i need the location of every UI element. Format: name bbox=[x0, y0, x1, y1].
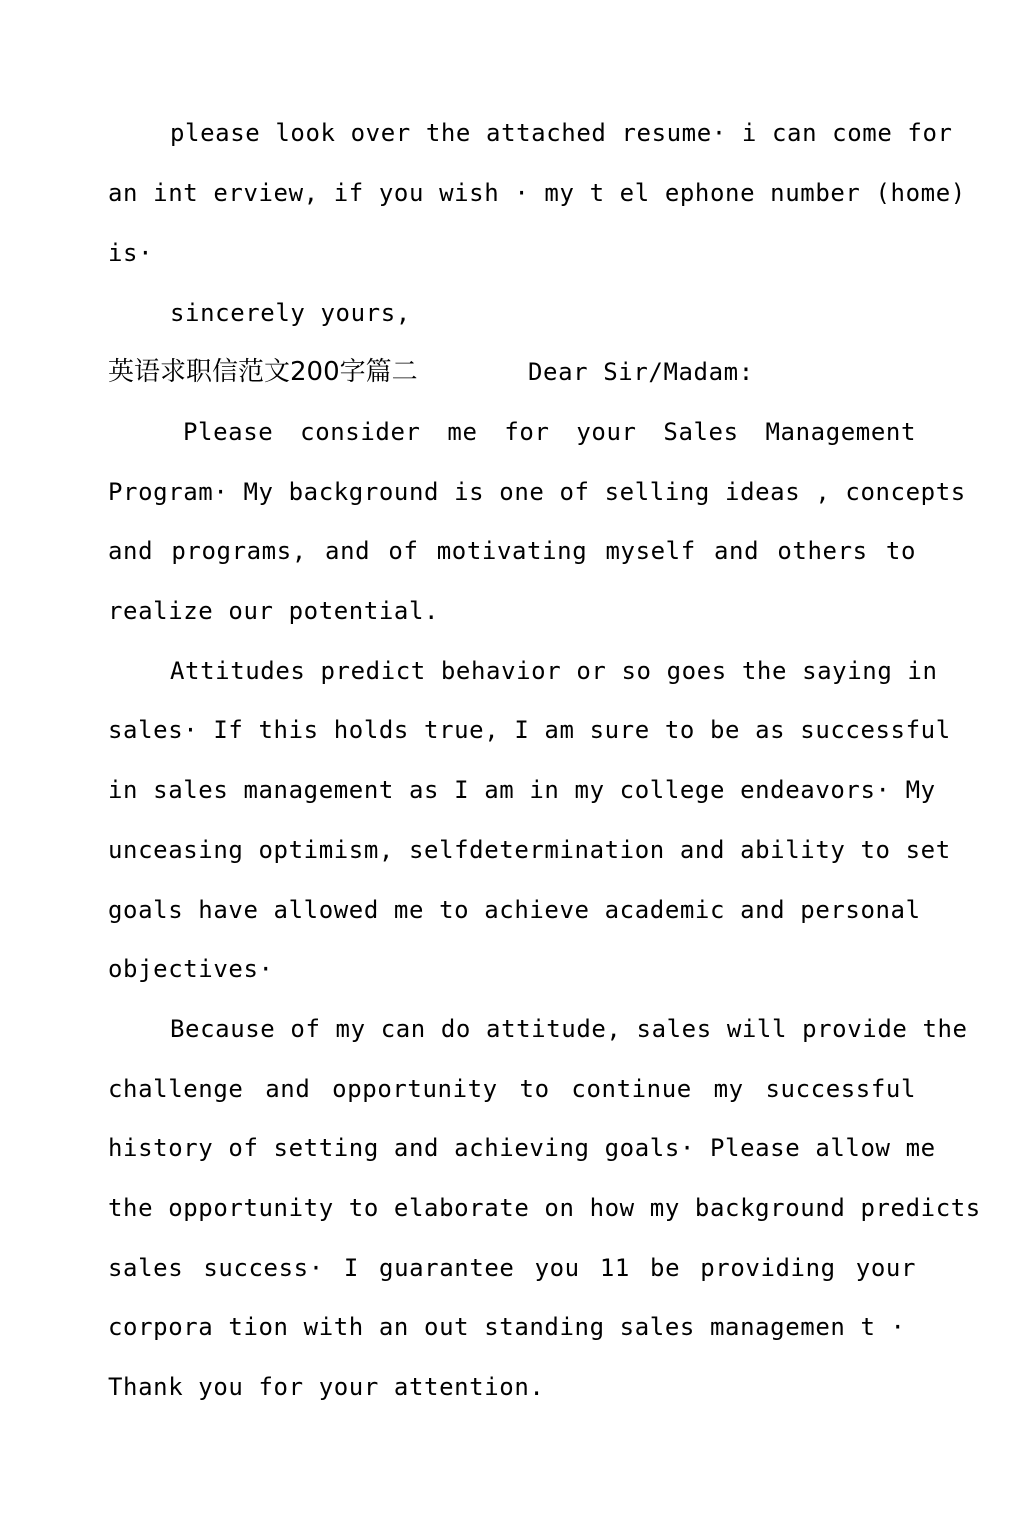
paragraph-3-line-5: goals have allowed me to achieve academic and personal bbox=[108, 896, 921, 924]
salutation: Dear Sir/Madam: bbox=[528, 358, 754, 386]
paragraph-3-line-2: sales· If this holds true, I am sure to be as successful bbox=[108, 716, 951, 744]
paragraph-4-line-7: Thank you for your attention. bbox=[108, 1373, 545, 1401]
paragraph-4-line-1: Because of my can do attitude, sales will provide the bbox=[170, 1015, 968, 1043]
paragraph-4-line-5: sales success· I guarantee you 11 be providing your bbox=[108, 1254, 916, 1282]
paragraph-4-line-2: challenge and opportunity to continue my successful bbox=[108, 1075, 916, 1103]
paragraph-3-line-4: unceasing optimism, selfdetermination and ability to set bbox=[108, 836, 951, 864]
paragraph-2-line-2: Program· My background is one of selling ideas , concepts bbox=[108, 478, 966, 506]
paragraph-1-line-2: an int erview, if you wish · my t el ephone number (home) bbox=[108, 179, 966, 207]
paragraph-2-line-1: Please consider me for your Sales Management bbox=[183, 418, 916, 446]
paragraph-3-line-3: in sales management as I am in my college endeavors· My bbox=[108, 776, 936, 804]
closing-text: sincerely yours, bbox=[170, 299, 411, 327]
paragraph-4-line-4: the opportunity to elaborate on how my background predicts bbox=[108, 1194, 981, 1222]
paragraph-4-line-3: history of setting and achieving goals· Please allow me bbox=[108, 1134, 936, 1162]
paragraph-1-line-3: is· bbox=[108, 239, 154, 267]
paragraph-1-line-1: please look over the attached resume· i can come for bbox=[170, 119, 953, 147]
section-heading: 英语求职信范文200字篇二 bbox=[108, 357, 418, 387]
paragraph-2-line-4: realize our potential. bbox=[108, 597, 440, 625]
paragraph-4-line-6: corpora tion with an out standing sales managemen t · bbox=[108, 1313, 906, 1341]
paragraph-3-line-1: Attitudes predict behavior or so goes the saying in bbox=[170, 657, 938, 685]
paragraph-2-line-3: and programs, and of motivating myself and others to bbox=[108, 537, 916, 565]
paragraph-3-line-6: objectives· bbox=[108, 955, 274, 983]
